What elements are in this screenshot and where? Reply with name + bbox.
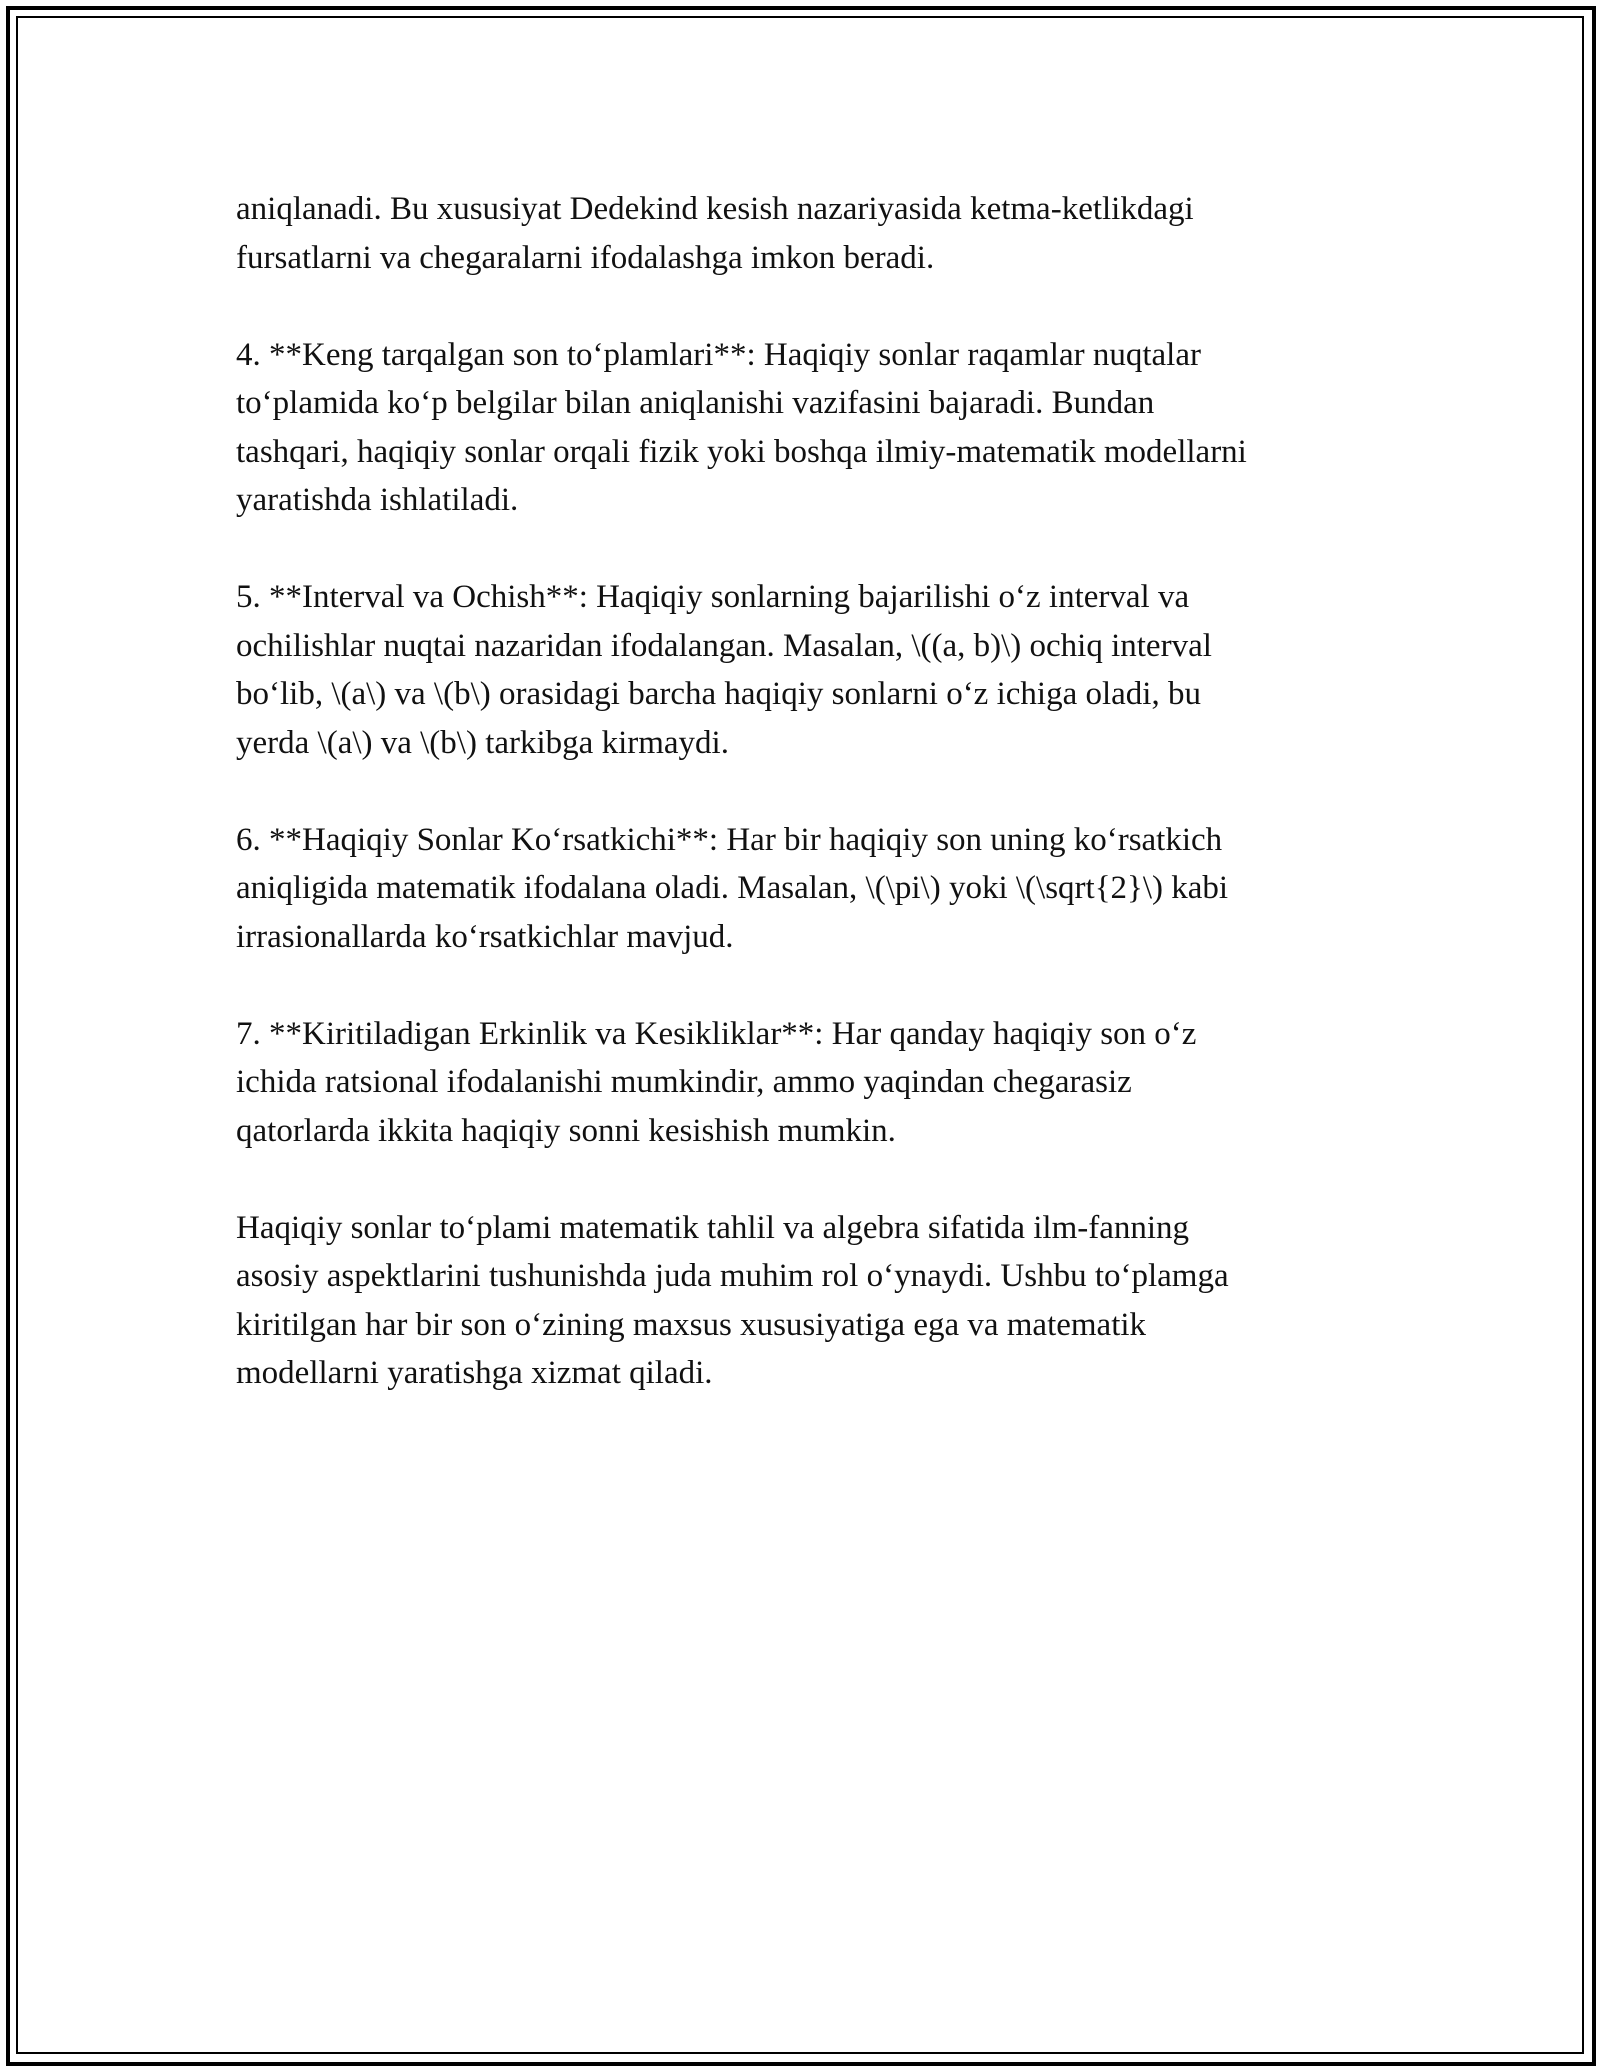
document-body xyxy=(236,185,1386,1446)
paragraph-conclusion: Haqiqiy sonlar to‘plami matematik tahlil va algebra sifatida ilm-fanning asosiy aspektlarini tushunishda juda muhim rol o‘ynaydi. Ushbu to‘plamga kiritilgan har bir son o‘zining maxsus xususiyatiga ega va matematik modellarni yaratishga xizmat qiladi. xyxy=(236,1209,1229,1391)
paragraph-item-4: 4. **Keng tarqalgan son to‘plamlari**: Haqiqiy sonlar raqamlar nuqtalar to‘plamida ko‘p belgilar bilan aniqlanishi vazifasini bajaradi. Bundan tashqari, haqiqiy sonlar orqali fizik yoki boshqa ilmiy-matematik modellarni yaratishda ishlatiladi. xyxy=(236,336,1247,518)
paragraph-item-7: 7. **Kiritiladigan Erkinlik va Kesikliklar**: Har qanday haqiqiy son o‘z ichida ratsional ifodalanishi mumkindir, ammo yaqindan chegarasiz qatorlarda ikkita haqiqiy sonni kesishish mumkin. xyxy=(236,1015,1197,1149)
paragraph-item-5: 5. **Interval va Ochish**: Haqiqiy sonlarning bajarilishi o‘z interval va ochilishlar nuqtai nazaridan ifodalangan. Masalan, \((a, b)\) ochiq interval bo‘lib, \(a\) va \(b\) orasidagi barcha haqiqiy sonlarni o‘z ichiga oladi, bu yerda \(a\) va \(b\) tarkibga kirmaydi. xyxy=(236,579,1212,761)
paragraph-item-6: 6. **Haqiqiy Sonlar Ko‘rsatkichi**: Har bir haqiqiy son uning ko‘rsatkich aniqligida matematik ifodalana oladi. Masalan, \(\pi\) yoki \(\sqrt{2}\) kabi irrasionallarda ko‘rsatkichlar mavjud. xyxy=(236,821,1229,955)
paragraph-continuation: aniqlanadi. Bu xususiyat Dedekind kesish nazariyasida ketma-ketlikdagi fursatlarni va chegaralarni ifodalashga imkon beradi. xyxy=(236,191,1194,276)
